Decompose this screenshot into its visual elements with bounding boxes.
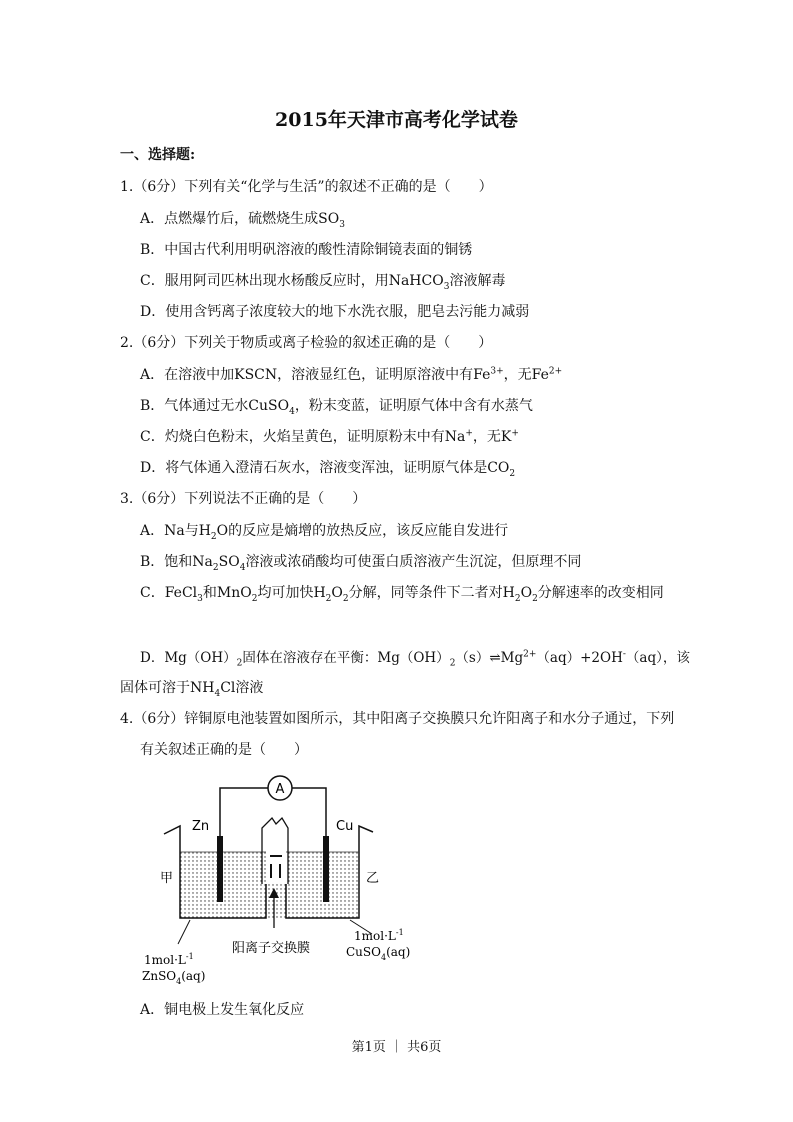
q1-option-c: C．服用阿司匹林出现水杨酸反应时，用NaHCO$_3$溶液解毒 [140,273,506,292]
q2-option-d: D．将气体通入澄清石灰水，溶液变浑浊，证明原气体是$CO_2$ [140,460,516,479]
zn-label: Zn [192,819,210,834]
cu-label: Cu [336,819,354,834]
page-footer: 第1页 ｜ 共6页 [351,1040,442,1055]
q1-option-d: D．使用含钙离子浓度较大的地下水洗衣服，肥皂去污能力减弱 [140,304,530,320]
q3-option-b: B．饱和$Na_2SO_4$溶液或浓硝酸均可使蛋白质溶液产生沉淀，但原理不同 [140,554,582,573]
q4-stem: 4.（6分）锌铜原电池装置如图所示，其中阳离子交换膜只允许阳离子和水分子通过，下列 [120,711,675,727]
q2-stem: 2.（6分）下列关于物质或离子检验的叙述正确的是（ ） [120,335,493,351]
page-title: 2015年天津市高考化学试卷 [275,109,518,131]
q3-option-d: D．$Mg(OH)_2$固体在溶液存在平衡：$Mg(OH)_2(s)\rightleftharpoons Mg^{2+}(aq)+2OH^-(aq)$，该 [140,649,690,669]
copper-electrode [323,836,329,902]
right-cell-label: 乙 [366,871,380,886]
ammeter-label: A [275,782,285,797]
zinc-electrode [217,836,223,902]
q2-option-a: A．在溶液中加KSCN，溶液显红色，证明原溶液中有$Fe^{3+}$，无$Fe^{2+}$ [140,366,563,383]
galvanic-cell-diagram [140,768,440,998]
left-concentration-label: $1mol\cdot L^{-1}$ [144,952,194,967]
q4-stem-continued: 有关叙述正确的是（ ） [140,742,308,758]
right-solution [286,852,359,918]
q3-option-d-continued: 固体可溶于$NH_4Cl$溶液 [120,680,264,699]
q2-option-c: C．灼烧白色粉末，火焰呈黄色，证明原粉末中有Na+，无K+ [140,428,519,445]
q1-option-b: B．中国古代利用明矾溶液的酸性清除铜镜表面的铜锈 [140,242,473,258]
right-solution-label: CuSO$_4$(aq) [346,945,411,962]
q4-option-a: A．铜电极上发生氧化反应 [140,1002,305,1018]
q1-option-a: A．点燃爆竹后，硫燃烧生成$SO_3$ [140,211,345,230]
q3-option-c: C．FeCl$_3$和MnO$_2$均可加快$H_2O_2$分解，同等条件下二者对$H_2O_2$分解速率的改变相同 [140,585,664,604]
q2-option-b: B．气体通过无水CuSO$_4$，粉末变蓝，证明原气体中含有水蒸气 [140,398,533,417]
q3-option-a: A．Na与$H_2O$的反应是熵增的放热反应，该反应能自发进行 [140,523,509,542]
right-concentration-label: $1mol\cdot L^{-1}$ [354,928,404,943]
membrane-label: 阳离子交换膜 [232,941,311,956]
left-solution-label: ZnSO$_4$(aq) [142,969,206,986]
left-cell-label: 甲 [160,871,174,886]
section-heading: 一、选择题: [120,147,196,163]
q3-stem: 3.（6分）下列说法不正确的是（ ） [120,491,367,507]
q1-stem: 1.（6分）下列有关“化学与生活”的叙述不正确的是（ ） [120,179,493,195]
